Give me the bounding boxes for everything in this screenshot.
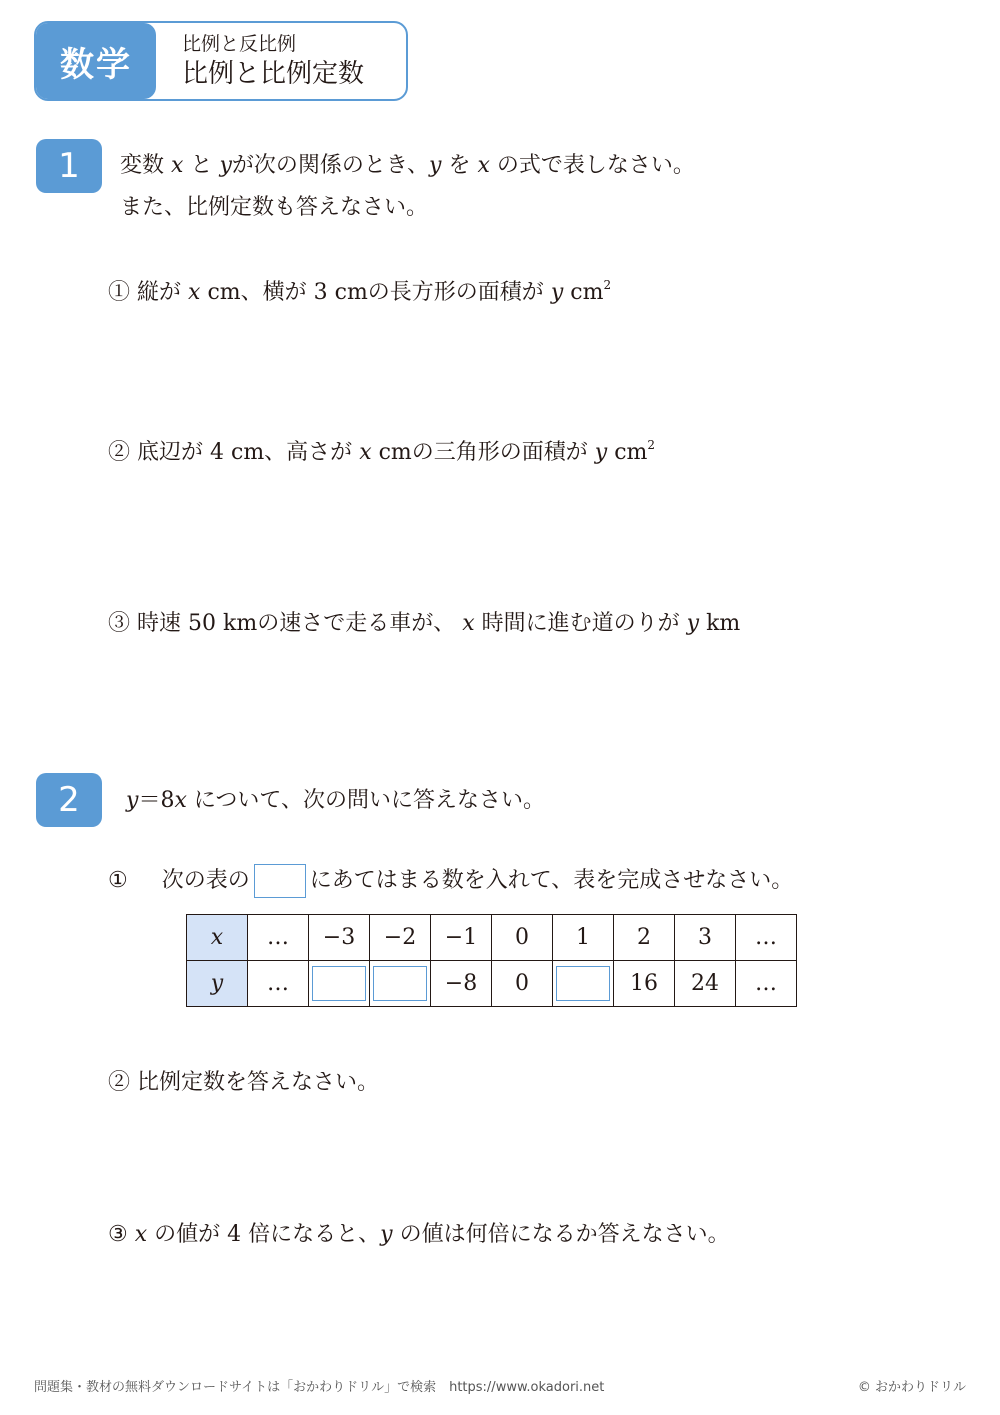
var-y: y <box>126 788 139 813</box>
text: について、次の問いに答えなさい。 <box>193 788 545 813</box>
table-row-x <box>187 915 797 961</box>
var-y: y <box>686 611 700 636</box>
text: 縦が <box>137 280 182 305</box>
table-cell: 2 <box>614 915 675 961</box>
item-number: ① <box>108 280 131 305</box>
superscript: 2 <box>603 278 612 292</box>
text: 変数 <box>120 153 165 178</box>
item-number: ② <box>108 440 131 465</box>
text: 時間に進む道のりが <box>481 611 680 636</box>
header-category: 比例と反比例 <box>182 33 297 55</box>
var-y: y <box>429 153 442 178</box>
table-cell: 16 <box>614 961 675 1007</box>
var-x: x <box>477 153 490 178</box>
text: にあてはまる数を入れて、表を完成させなさい。 <box>309 868 794 893</box>
q2-intro <box>126 786 545 816</box>
text: を <box>448 153 471 178</box>
item-number: ③ <box>108 611 131 636</box>
var-x: x <box>359 440 372 465</box>
subject-badge: 数学 <box>36 23 156 99</box>
text: 底辺が 4 cm、高さが <box>137 440 353 465</box>
header-titles <box>156 23 364 99</box>
answer-box[interactable] <box>373 966 427 1001</box>
var-y: y <box>380 1222 393 1247</box>
table-header-x: x <box>187 915 248 961</box>
q1-intro-line1 <box>120 151 695 181</box>
q2-item-1 <box>108 864 793 898</box>
header-title: 比例と比例定数 <box>182 59 365 89</box>
text: の値は何倍になるか答えなさい。 <box>399 1222 730 1247</box>
table-header-y: y <box>187 961 248 1007</box>
table-cell: … <box>248 961 309 1007</box>
q1-item-3 <box>108 609 740 639</box>
table-cell-answer[interactable] <box>370 961 431 1007</box>
table-cell: 3 <box>675 915 736 961</box>
answer-box[interactable] <box>556 966 610 1001</box>
text: の式で表しなさい。 <box>496 153 695 178</box>
item-number: ③ <box>108 1222 128 1247</box>
table-cell: 0 <box>492 961 553 1007</box>
text: と <box>190 153 213 178</box>
table-cell: 24 <box>675 961 736 1007</box>
item-number: ① <box>108 868 128 893</box>
var-y: y <box>550 280 564 305</box>
unit: cm <box>614 440 648 465</box>
value-table <box>186 914 797 1007</box>
unit: km <box>706 611 741 636</box>
table-cell: … <box>736 915 797 961</box>
text: cm、横が 3 cmの長方形の面積が <box>207 280 544 305</box>
table-cell-answer[interactable] <box>309 961 370 1007</box>
table-cell: −8 <box>431 961 492 1007</box>
var-x: x <box>188 280 201 305</box>
question-2-badge: 2 <box>36 773 102 827</box>
var-x: x <box>134 1222 148 1247</box>
blank-box-sample <box>254 864 306 898</box>
text: の値が 4 倍になると、 <box>154 1222 381 1247</box>
table-cell: … <box>248 915 309 961</box>
question-1-badge: 1 <box>36 139 102 193</box>
var-y: y <box>219 153 232 178</box>
text: cmの三角形の面積が <box>378 440 588 465</box>
table-cell: −3 <box>309 915 370 961</box>
q1-item-2 <box>108 430 655 468</box>
table-cell: −1 <box>431 915 492 961</box>
superscript: 2 <box>647 438 656 452</box>
var-y: y <box>594 440 608 465</box>
var-x: x <box>462 611 475 636</box>
footer-site-note: 問題集・教材の無料ダウンロードサイトは「おかわりドリル」で検索 https://www.okadori.net <box>34 1380 605 1395</box>
q2-item-3 <box>108 1220 730 1250</box>
text: 時速 50 kmの速さで走る車が、 <box>137 611 456 636</box>
table-row-y <box>187 961 797 1007</box>
footer-copyright: © おかわりドリル <box>857 1380 966 1395</box>
var-x: x <box>174 788 187 813</box>
unit: cm <box>570 280 604 305</box>
table-cell-answer[interactable] <box>553 961 614 1007</box>
table-cell: 1 <box>553 915 614 961</box>
text: が次の関係のとき、 <box>231 153 430 178</box>
table-cell: 0 <box>492 915 553 961</box>
answer-box[interactable] <box>312 966 366 1001</box>
q1-item-1 <box>108 270 611 308</box>
worksheet-header <box>34 21 408 101</box>
table-cell: −2 <box>370 915 431 961</box>
q2-item-2: ② 比例定数を答えなさい。 <box>108 1070 379 1095</box>
text: 次の表の <box>161 868 250 893</box>
q1-intro-line2: また、比例定数も答えなさい。 <box>120 195 429 220</box>
var-x: x <box>171 153 184 178</box>
equation-part: ＝8 <box>138 788 175 813</box>
table-cell: … <box>736 961 797 1007</box>
